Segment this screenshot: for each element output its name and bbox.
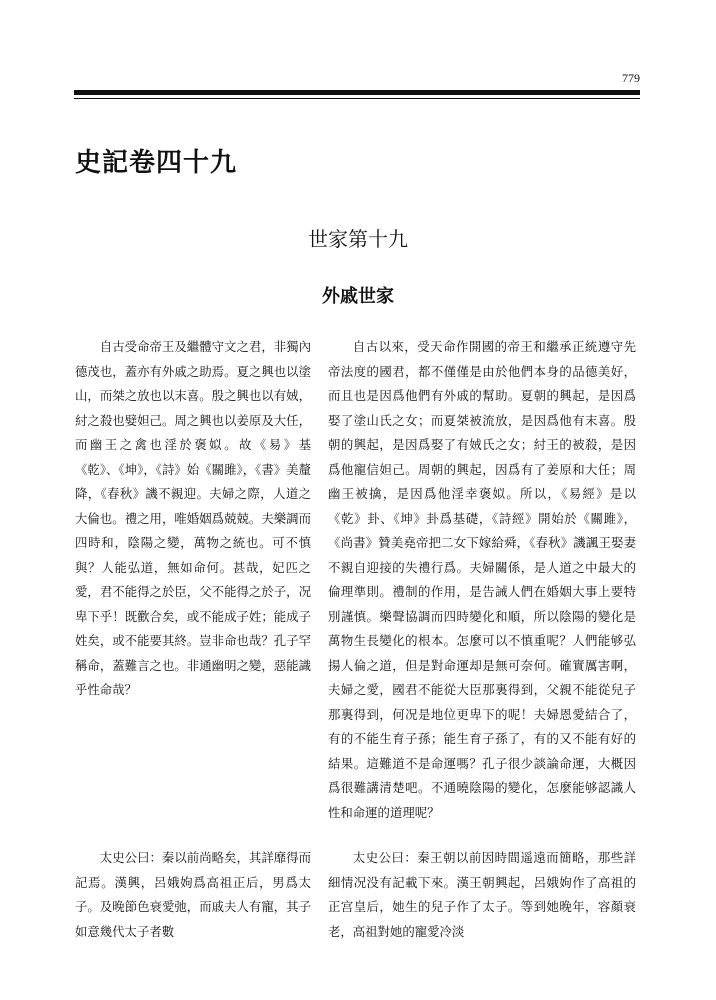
- translation-text-column: [328, 335, 636, 835]
- translation-paragraph-2: 太史公曰：秦王朝以前因時間遥遠而簡略，那些詳細情况没有記載下來。漢王朝興起，呂娥姁作了高祖的正宫皇后，她生的兒子作了太子。等到她晚年，容顏衰老，高祖對她的寵愛冷淡: [328, 850, 636, 939]
- translation-text-column-2: [328, 846, 636, 946]
- translation-paragraph-1: 自古以來，受天命作開國的帝王和繼承正統遵守先帝法度的國君，都不僅僅是由於他們本身的品德美好，而且也是因爲他們有外戚的幫助。夏朝的興起，是因爲娶了塗山氏之女；而夏桀被流放，是因爲他有末喜。殷朝的興起，是因爲娶了有娀氏之女；紂王的被殺，是因爲他寵信妲己。周朝的興起，因爲有了姜原和大任；周幽王被擒，是因爲他淫幸褒姒。所以，《易經》是以《乾》卦、《坤》卦爲基礎，《詩經》開始於《關雎》，《尚書》贊美堯帝把二女下嫁給舜，《春秋》譏諷王娶妻不親自迎接的失禮行爲。夫婦關係，是人道之中最大的倫理準則。禮制的作用，是告誡人們在婚姻大事上要特別謹慎。樂聲協調而四時變化和順，所以陰陽的變化是萬物生長變化的根本。怎麼可以不慎重呢？人們能够弘揚人倫之道，但是對命運却是無可奈何。確實厲害啊，夫婦之愛，國君不能從大臣那裏得到，父親不能從兒子那裏得到，何况是地位更卑下的呢！夫婦恩愛結合了，有的不能生育子孫；能生育子孫了，有的又不能有好的結果。這難道不是命運嗎？孔子很少談論命運，大概因爲很難講清楚吧。不通曉陰陽的變化，怎麼能够認識人性和命運的道理呢？: [328, 339, 636, 820]
- original-paragraph-1: 自古受命帝王及繼體守文之君，非獨內德茂也，蓋亦有外戚之助焉。夏之興也以塗山，而桀之放也以末喜。殷之興也以有娀，紂之殺也嬖妲己。周之興也以姜原及大任，而幽王之禽也淫於褒姒。故《易》基《乾》、《坤》，《詩》始《關雎》，《書》美釐降，《春秋》譏不親迎。夫婦之際，人道之大倫也。禮之用，唯婚姻爲兢兢。夫樂調而四時和，陰陽之變，萬物之統也。可不慎與？人能弘道，無如命何。甚哉，妃匹之愛，君不能得之於臣，父不能得之於子，况卑下乎！既歡合矣，或不能成子姓；能成子姓矣，或不能要其終。豈非命也哉？孔子罕稱命，蓋難言之也。非通幽明之變，惡能識乎性命哉？: [75, 339, 311, 697]
- page-number: 779: [622, 71, 640, 85]
- volume-title: 史記卷四十九: [75, 148, 238, 178]
- section-subtitle: 外戚世家: [322, 286, 394, 307]
- header-rule-thin: [74, 98, 640, 99]
- original-paragraph-2: 太史公曰：秦以前尚略矣，其詳靡得而記焉。漢興，呂娥姁爲高祖正后，男爲太子。及晚節色衰愛弛，而戚夫人有寵，其子如意幾代太子者數: [75, 850, 311, 939]
- original-text-column: [75, 335, 311, 715]
- section-title: 世家第十九: [308, 227, 408, 251]
- header-rule-thick: [74, 90, 640, 95]
- original-text-column-2: [75, 846, 311, 946]
